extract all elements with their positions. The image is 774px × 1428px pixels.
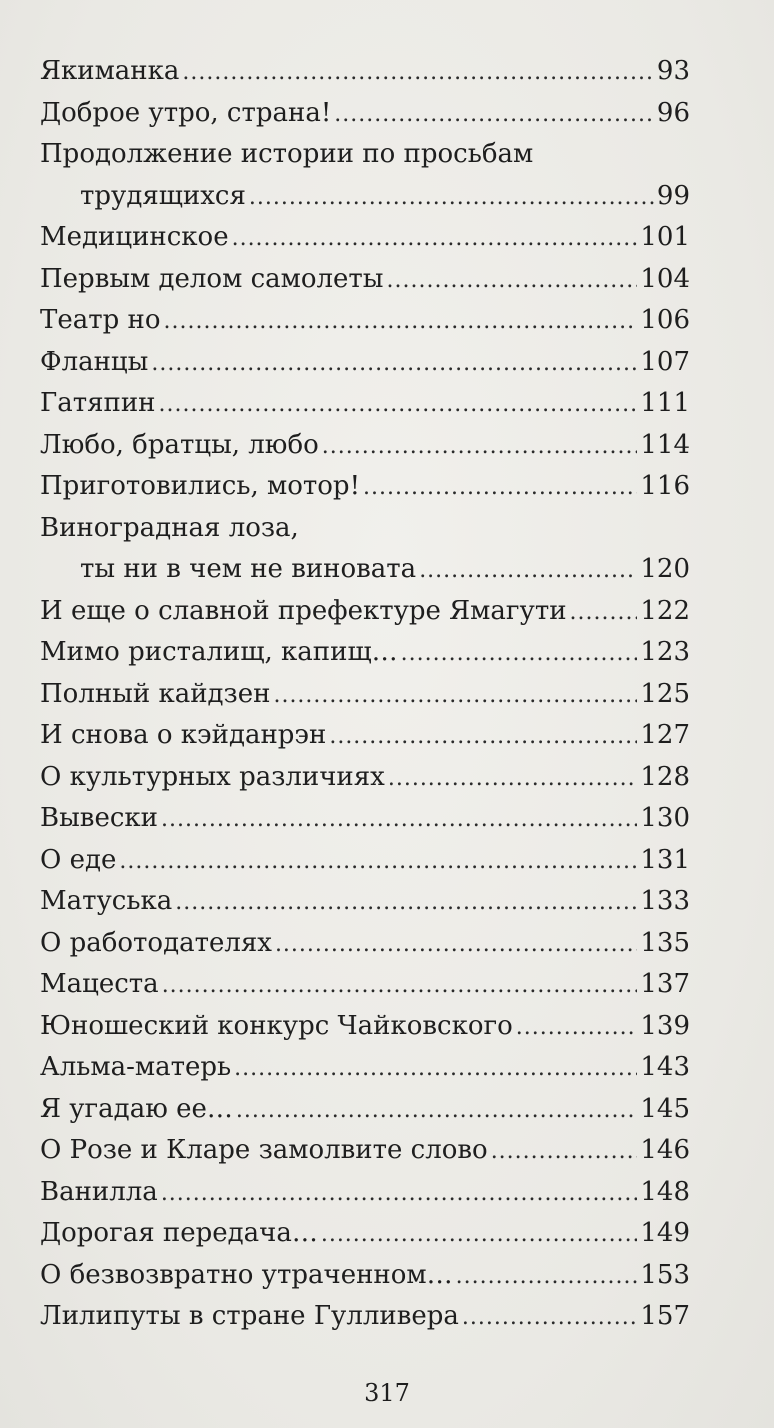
toc-entry (40, 632, 690, 674)
toc-entry-page-number: 133 (640, 886, 690, 916)
dot-leader (419, 550, 637, 592)
dot-leader (273, 675, 637, 717)
toc-entry-title: Фланцы (40, 346, 149, 377)
toc-entry (40, 1130, 690, 1172)
toc-entry-title: Матуська (40, 886, 173, 916)
toc-entry-title: Первым делом самолеты (40, 263, 384, 294)
toc-entry-title: Лилипуты в стране Гулливера (40, 1301, 459, 1331)
toc-entry-page-number: 96 (656, 97, 690, 128)
dot-leader (456, 1256, 638, 1298)
toc-entry-page-number: 111 (640, 388, 690, 418)
toc-entry-page-number: 125 (640, 678, 690, 709)
toc-entry-page-number: 130 (640, 803, 690, 833)
toc-entry-title: Доброе утро, страна! (40, 97, 332, 128)
toc-entry-title: Приготовились, мотор! (40, 471, 361, 501)
dot-leader (387, 260, 638, 302)
dot-leader (363, 467, 637, 509)
toc-entry-page-number: 107 (640, 346, 690, 377)
toc-entry (40, 591, 690, 633)
toc-entry-page-number: 106 (640, 305, 690, 335)
toc-entry (40, 217, 690, 259)
toc-entry (40, 1213, 690, 1255)
toc-entry-page-number: 157 (640, 1301, 690, 1331)
dot-leader (462, 1297, 638, 1339)
toc-entry (40, 259, 690, 301)
page-number: 317 (364, 1379, 410, 1407)
dot-leader (159, 384, 638, 426)
dot-leader (321, 1214, 638, 1256)
toc-entry-page-number: 116 (640, 471, 690, 501)
dot-leader (491, 1131, 638, 1173)
dot-leader (175, 882, 637, 924)
toc-entry-title: О культурных различиях (40, 761, 385, 792)
toc-entry-title-line (40, 508, 690, 550)
dot-leader (182, 52, 654, 94)
toc-entry-title: Продолжение истории по просьбам (40, 139, 534, 169)
toc-entry-title: Я угадаю ее… (40, 1093, 233, 1124)
toc-entry-page-number: 135 (640, 927, 690, 958)
toc-entry-page-number: 99 (656, 180, 690, 211)
dot-leader (151, 343, 637, 385)
toc-entry-page-number: 146 (640, 1135, 690, 1165)
dot-leader (322, 426, 638, 468)
toc-entry-title: Альма-матерь (40, 1052, 232, 1082)
toc-entry-title: Полный кайдзен (40, 678, 271, 709)
dot-leader (329, 716, 637, 758)
toc-entry (40, 757, 690, 799)
toc-entry (40, 1047, 690, 1089)
dot-leader (232, 218, 638, 260)
toc-entry (40, 300, 690, 342)
toc-entry-title: Любо, братцы, любо (40, 429, 319, 460)
toc-entry-page-number: 139 (640, 1010, 690, 1041)
toc-entry (40, 1006, 690, 1048)
toc-entry (40, 1255, 690, 1297)
toc-entry (40, 466, 690, 508)
toc-entry (40, 798, 690, 840)
toc-entry (40, 1296, 690, 1338)
toc-entry-page-number: 101 (640, 222, 690, 252)
toc-entry-title: Медицинское (40, 222, 229, 252)
toc-entry (40, 549, 690, 591)
toc-entry-page-number: 149 (640, 1218, 690, 1248)
dot-leader (164, 301, 638, 343)
dot-leader (401, 633, 638, 675)
dot-leader (334, 94, 654, 136)
toc-entry-title: Дорогая передача… (40, 1218, 318, 1248)
toc-entry-title: Мимо ристалищ, капищ… (40, 637, 398, 667)
toc-entry-page-number: 137 (640, 969, 690, 999)
toc-entry (40, 383, 690, 425)
toc-entry-page-number: 131 (640, 844, 690, 875)
toc-entry-title: Гатяпин (40, 388, 156, 418)
toc-entry-title: Вывески (40, 803, 158, 833)
toc-entry-title-continuation: трудящихся (80, 180, 246, 211)
toc-entry-page-number: 120 (640, 554, 690, 584)
dot-leader (162, 965, 638, 1007)
toc-entry (40, 93, 690, 135)
toc-entry-title: О еде (40, 844, 117, 875)
toc-entry (40, 1089, 690, 1131)
toc-entry (40, 674, 690, 716)
toc-entry (40, 923, 690, 965)
toc-entry-page-number: 104 (640, 263, 690, 294)
toc-entry-page-number: 122 (640, 595, 690, 626)
toc-entry-page-number: 128 (640, 761, 690, 792)
toc-entry-title: О безвозвратно утраченном… (40, 1259, 453, 1290)
toc-entry-title: Театр но (40, 305, 161, 335)
toc-entry-title: И снова о кэйданрэн (40, 720, 327, 750)
dot-leader (119, 841, 637, 883)
toc-entry (40, 715, 690, 757)
toc-entry-page-number: 143 (640, 1052, 690, 1082)
toc-entry-page-number: 127 (640, 720, 690, 750)
dot-leader (236, 1090, 637, 1132)
toc-entry-page-number: 123 (640, 637, 690, 667)
toc-entry-title: О Розе и Кларе замолвите слово (40, 1135, 488, 1165)
dot-leader (388, 758, 638, 800)
toc-entry-title: Юношеский конкурс Чайковского (40, 1010, 513, 1041)
dot-leader (249, 177, 654, 219)
toc-entry (40, 964, 690, 1006)
toc-entry (40, 51, 690, 93)
toc-entry (40, 881, 690, 923)
toc-entry (40, 342, 690, 384)
toc-entry-title: Ванилла (40, 1176, 158, 1207)
dot-leader (161, 799, 637, 841)
toc-entry-title: О работодателях (40, 927, 272, 958)
toc-entry-page-number: 148 (640, 1176, 690, 1207)
toc-entry-title: Мацеста (40, 969, 159, 999)
toc-entry (40, 176, 690, 218)
toc-entry-page-number: 153 (640, 1259, 690, 1290)
toc-entry (40, 840, 690, 882)
dot-leader (234, 1048, 637, 1090)
toc-entry-title-line (40, 134, 690, 176)
dot-leader (570, 592, 638, 634)
table-of-contents (40, 51, 690, 1338)
dot-leader (275, 924, 637, 966)
dot-leader (161, 1173, 638, 1215)
dot-leader (516, 1007, 638, 1049)
toc-entry (40, 425, 690, 467)
toc-entry-title: И еще о славной префектуре Ямагути (40, 595, 567, 626)
toc-entry-title: Якиманка (40, 56, 180, 86)
toc-entry-title-continuation: ты ни в чем не виновата (80, 554, 417, 584)
toc-entry-title: Виноградная лоза, (40, 512, 299, 543)
toc-entry-page-number: 145 (640, 1093, 690, 1124)
toc-entry-page-number: 114 (640, 429, 690, 460)
toc-entry (40, 1172, 690, 1214)
toc-entry-page-number: 93 (656, 56, 690, 86)
